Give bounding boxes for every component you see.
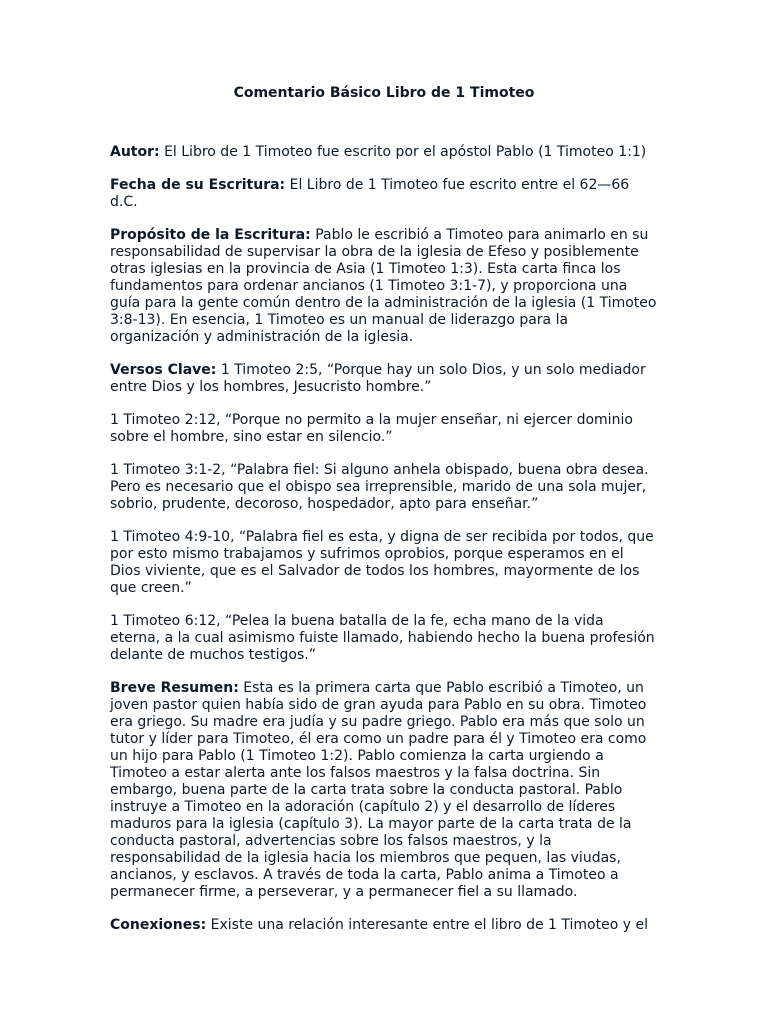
section-label: Fecha de su Escritura: [110, 177, 286, 193]
section-label: Propósito de la Escritura: [110, 227, 311, 243]
section-text: El Libro de 1 Timoteo fue escrito entre el 62—66 d.C. [110, 177, 630, 210]
verse-paragraph [110, 529, 658, 597]
section-label: Breve Resumen: [110, 680, 239, 696]
section-proposito [110, 227, 658, 346]
section-text: 1 Timoteo 4:9-10, “Palabra fiel es esta, y digna de ser recibida por todos, que por esto mismo trabajamos y sufrimos oprobios, porque esperamos en el Dios viviente, que es el Salvador de todos los hombres, mayormente de los que creen.” [110, 529, 654, 596]
section-text: 1 Timoteo 3:1-2, “Palabra fiel: Si alguno anhela obispado, buena obra desea. Pero es necesario que el obispo sea irreprensible, marido de una sola mujer, sobrio, prudente, decoroso, hospedador, apto para enseñar.” [110, 462, 649, 512]
section-text: 1 Timoteo 2:12, “Porque no permito a la mujer enseñar, ni ejercer dominio sobre el hombre, sino estar en silencio.” [110, 412, 633, 445]
section-fecha [110, 177, 658, 211]
verse-paragraph [110, 613, 658, 664]
section-text: Esta es la primera carta que Pablo escribió a Timoteo, un joven pastor quien había sido de gran ayuda para Pablo en su obra. Timoteo era griego. Su madre era judía y su padre griego. Pablo era más que solo un tutor y líder para Timoteo, él era como un padre para él y Timoteo era como un hijo para Pablo (1 Timoteo 1:2). Pablo comienza la carta urgiendo a Timoteo a estar alerta ante los falsos maestros y la falsa doctrina. Sin embargo, buena parte de la carta trata sobre la conducta pastoral. Pablo instruye a Timoteo en la adoración (capítulo 2) y el desarrollo de líderes maduros para la iglesia (capítulo 3). La mayor parte de la carta trata de la conducta pastoral, advertencias sobre los falsos maestros, y la responsabilidad de la iglesia hacia los miembros que pequen, las viudas, ancianos, y esclavos. A través de toda la carta, Pablo anima a Timoteo a permanecer firme, a perseverar, y a permanecer fiel a su llamado. [110, 680, 647, 900]
section-label: Autor: [110, 144, 160, 160]
section-text: El Libro de 1 Timoteo fue escrito por el apóstol Pablo (1 Timoteo 1:1) [159, 144, 647, 160]
section-label: Versos Clave: [110, 362, 217, 378]
verse-paragraph [110, 412, 658, 446]
verse-paragraph [110, 462, 658, 513]
section-autor [110, 144, 658, 161]
section-text: Existe una relación interesante entre el libro de 1 Timoteo y el [206, 917, 648, 933]
section-conexiones [110, 917, 658, 934]
section-text: 1 Timoteo 6:12, “Pelea la buena batalla de la fe, echa mano de la vida eterna, a la cual asimismo fuiste llamado, habiendo hecho la buena profesión delante de muchos testigos.” [110, 613, 655, 663]
section-label: Conexiones: [110, 917, 207, 933]
document-body [110, 144, 658, 950]
section-breve-resumen [110, 680, 658, 901]
section-versos-clave [110, 362, 658, 396]
section-text: 1 Timoteo 2:5, “Porque hay un solo Dios, y un solo mediador entre Dios y los hombres, Jesucristo hombre.” [110, 362, 646, 395]
document-title: Comentario Básico Libro de 1 Timoteo [233, 85, 535, 101]
section-text: Pablo le escribió a Timoteo para animarlo en su responsabilidad de supervisar la obra de la iglesia de Efeso y posiblemente otras iglesias en la provincia de Asia (1 Timoteo 1:3). Esta carta finca los fundamentos para ordenar ancianos (1 Timoteo 3:1-7), y proporciona una guía para la gente común dentro de la administración de la iglesia (1 Timoteo 3:8-13). En esencia, 1 Timoteo es un manual de liderazgo para la organización y administración de la iglesia. [110, 227, 657, 345]
